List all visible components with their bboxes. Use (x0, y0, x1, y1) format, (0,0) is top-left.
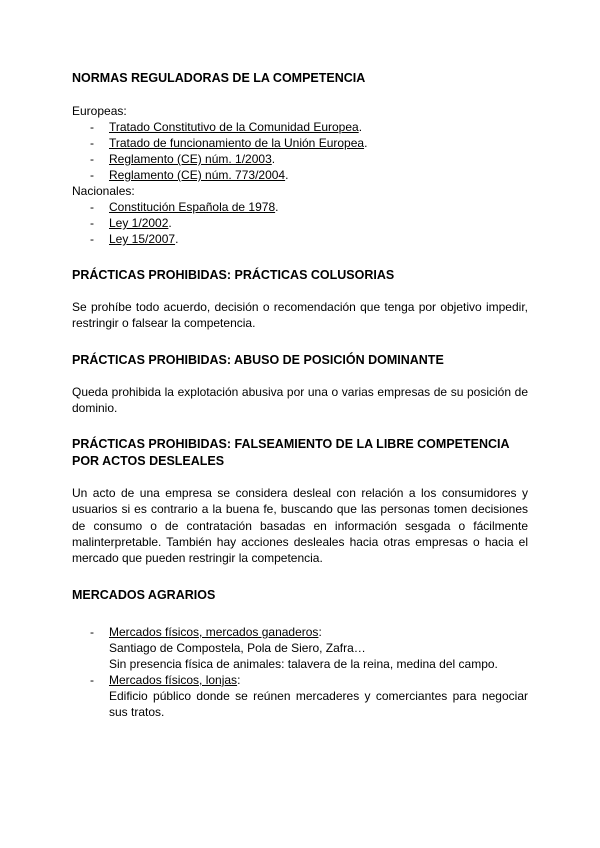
document-page (72, 70, 528, 720)
paragraph-desleales: Un acto de una empresa se considera desleal con relación a los consumidores y usuarios si es contrario a la buena fe, buscando que las personas tomen decisiones de consumo o de contratación basadas en información sesgada o fácilmente malinterpretable. También hay acciones desleales hacia otras empresas o hacia el mercado que pueden restringir la competencia. (72, 486, 528, 566)
item-title: Mercados físicos, mercados ganaderos (109, 624, 319, 639)
list-item: - Ley 1/2002. (72, 215, 528, 231)
norma-link[interactable]: Reglamento (CE) núm. 773/2004 (109, 168, 286, 182)
section-title-normas: NORMAS REGULADORAS DE LA COMPETENCIA (72, 71, 366, 85)
norma-link[interactable]: Reglamento (CE) núm. 1/2003 (109, 152, 272, 166)
section-title-abuso: PRÁCTICAS PROHIBIDAS: ABUSO DE POSICIÓN DOMINANTE (72, 352, 444, 367)
list-item: - Reglamento (CE) núm. 773/2004. (72, 167, 528, 183)
agrarios-list (72, 624, 528, 720)
europeas-label: Europeas: (72, 104, 127, 118)
paragraph-colusorias: Se prohíbe todo acuerdo, decisión o recomendación que tenga por objetivo impedir, restringir o falsear la competencia. (72, 300, 528, 331)
norma-link[interactable]: Constitución Española de 1978 (109, 200, 276, 214)
norma-link[interactable]: Tratado de funcionamiento de la Unión Europea (109, 136, 365, 150)
list-item: - Reglamento (CE) núm. 1/2003. (72, 151, 528, 167)
nacionales-list (72, 199, 528, 247)
section-title-agrarios: MERCADOS AGRARIOS (72, 587, 216, 602)
list-item: - Constitución Española de 1978. (72, 199, 528, 215)
list-item: - Ley 15/2007. (72, 231, 528, 247)
item-detail: Santiago de Compostela, Pola de Siero, Zafra… (109, 640, 366, 655)
item-detail: Edificio público donde se reúnen mercaderes y comerciantes para negociar sus tratos. (109, 688, 528, 719)
list-item: - Mercados físicos, lonjas: Edificio público donde se reúnen mercaderes y comerciantes para negociar sus tratos. (72, 672, 528, 720)
norma-link[interactable]: Ley 1/2002 (109, 216, 169, 230)
section-title-colusorias: PRÁCTICAS PROHIBIDAS: PRÁCTICAS COLUSORIAS (72, 268, 395, 282)
item-title: Mercados físicos, lonjas (109, 672, 238, 687)
europeas-list (72, 119, 528, 183)
norma-link[interactable]: Tratado Constitutivo de la Comunidad Europea (109, 120, 359, 134)
nacionales-label: Nacionales: (72, 184, 135, 198)
list-item: - Mercados físicos, mercados ganaderos: Santiago de Compostela, Pola de Siero, Zafra… Sin presencia física de animales: talavera de la reina, medina del campo. (72, 624, 528, 672)
paragraph-abuso: Queda prohibida la explotación abusiva por una o varias empresas de su posición de dominio. (72, 384, 528, 415)
list-item: - Tratado de funcionamiento de la Unión Europea. (72, 135, 528, 151)
item-detail: Sin presencia física de animales: talavera de la reina, medina del campo. (109, 656, 498, 671)
list-item: - Tratado Constitutivo de la Comunidad Europea. (72, 119, 528, 135)
norma-link[interactable]: Ley 15/2007 (109, 232, 176, 246)
section-title-desleales: PRÁCTICAS PROHIBIDAS: FALSEAMIENTO DE LA LIBRE COMPETENCIA POR ACTOS DESLEALES (72, 437, 510, 469)
